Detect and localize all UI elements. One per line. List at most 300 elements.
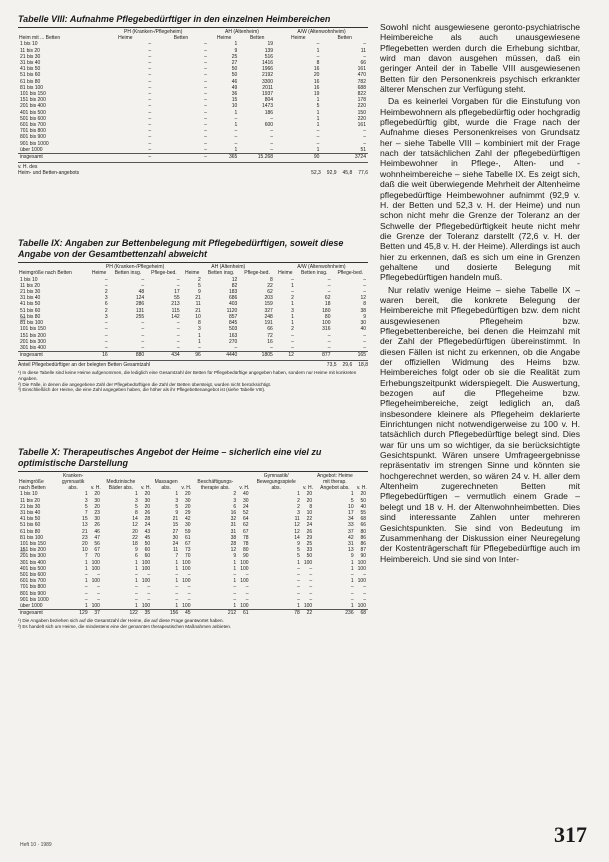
table-cell: 28 [230,540,237,547]
table-cell: 20 [132,528,138,535]
table-cell: 316 [322,326,331,333]
table-cell: 220 [357,115,366,122]
table-cell: 56 [94,540,100,547]
table-cell: 201 bis 300 [20,553,46,560]
table-cell: 31 bis 40 [20,60,41,67]
table-cell: 5 [316,103,320,110]
table-cell: 67 [242,528,249,535]
table-cell: 24 [172,540,179,547]
table-cell: 804 [264,97,274,104]
table-cell: 47 [94,534,100,541]
table-cell: 62 [324,295,331,302]
table-cell: 191 [264,320,273,327]
table-cell: 100 [240,602,249,609]
table-cell: – [104,332,108,339]
table-cell: 51 bis 60 [20,522,41,529]
table-cell: 1473 [261,103,274,110]
table-cell: 27 [172,528,179,535]
table-cell: – [148,134,152,141]
table-cell: – [316,128,320,135]
table-cell: – [84,584,88,591]
table-cell: 31 bis 40 [20,509,41,516]
table-cell: – [270,140,274,147]
table-cell: 10 [231,103,238,110]
table-cell: 19 [267,41,274,48]
table-cell: – [363,53,366,60]
table-cell: 1805 [239,352,274,359]
table-cell: 857 [228,313,238,320]
table-cell: – [176,338,180,345]
table-cell: 178 [357,97,366,104]
table-cell: – [291,289,294,296]
table-cell: – [204,103,207,110]
table-cell: – [148,72,152,79]
table-cell: 1 [297,559,300,566]
table-cell: 12 [294,522,300,529]
table-cell: 21 [195,295,201,302]
table-cell: 100 [91,559,100,566]
table-cell: – [147,596,151,603]
body-paragraph: Da es keinerlei Vorgaben für die Einstufung von Heimbewohnern als pflegebedürftig oder hochgradig pflegebedürftig gibt, wurde die Frage nach der Aufnahme dieses Personenkreises von Grundsatz her – siehe Tabelle VIII – kombiniert mit der Frage nach der tatsächlichen Zahl der pflegebedürftigen Heimbewohner in Pflege-, Alten- und -wohnheimbereiche – siehe Tabelle IX. Es zeigt sich, daß die weit überwiegende Mehrheit der Altenheime pflegebedürftige Heimbewohner aufnimmt (92,9 v. H. der Betten und 52,3 v. H. der Heime) und nun schon nicht mehr die Grenze der Toleranz an der Schwelle der Pflegebedürftigkeit heute nicht mehr die Grenze der Toleranz darstellt (72,6 v. H. der Betten und 45,8 v. H. der Heime). Allerdings ist auch hier zu erkennen, daß es sich um eine in Grenzen gehaltene und dosierte Belegung mit Pflegebedürftigen handeln muß. [380,96,580,283]
table-cell: 26 [306,528,313,535]
table-cell: – [148,78,152,85]
column-header: Heime [216,35,232,42]
table-cell: 12 [132,522,138,529]
table-cell: 686 [228,295,238,302]
table-cell: 1 [350,559,354,566]
table-cell: über 1000 [20,602,43,609]
table-cell: 403 [228,301,238,308]
table-cell: 212 [193,610,239,617]
table-cell: – [316,140,320,147]
table-cell: – [204,53,207,60]
table-cell: 13 [82,522,88,529]
footnote: ³) Einschließlich der Heime, die eine Zahl angegeben haben, die höher als ihr Pflegebettenangebot ist (siehe Tabelle VIII). [18,387,266,393]
table-cell: – [270,128,274,135]
table-cell: – [270,146,274,153]
table-cell: 10 [82,547,88,554]
table-cell: 2 [291,326,294,333]
table-cell: 3 [135,497,138,504]
table-cell: 45 [180,610,192,617]
table-cell: – [234,134,238,141]
table-cell: 3 [175,497,179,504]
column-header: v. H. [303,485,313,492]
table-cell: 8 [198,320,201,327]
table-cell: 21 bis 30 [20,289,41,296]
table-cell: – [204,146,207,153]
table-cell: 203 [264,295,273,302]
table-cell: – [198,344,201,351]
table-cell: – [97,584,100,591]
table-cell: 22 [306,516,313,523]
table-cell: 1 [198,338,201,345]
table-cell: 100 [357,559,366,566]
table-cell: 20 [306,491,313,498]
table-cell: – [233,584,237,591]
table-cell: 7 [84,553,88,560]
table-cell: 64 [242,516,249,523]
table-cell: – [176,282,180,289]
table-cell: 10 [195,313,201,320]
table-cell: 30 [94,497,100,504]
table-cell: 41 bis 50 [20,301,41,308]
table-cell: 51 bis 60 [20,307,41,314]
table-cell: – [104,326,108,333]
table-cell: 516 [264,53,274,60]
table-cell: – [316,53,320,60]
column-header: Betten [249,35,265,42]
table-cell: – [148,140,152,147]
table-cell: 286 [135,301,145,308]
table-cell: 96 [182,352,203,359]
table-cell: – [363,140,366,147]
table-cell: 3 [104,313,108,320]
group-header: A/W (Altenwohnheim) [297,264,346,271]
table-cell: 42 [348,534,354,541]
table-cell: – [141,332,145,339]
table-cell: 20 [360,491,366,498]
table-cell: 186 [264,109,274,116]
table-cell: – [291,344,294,351]
group-header: PH (Kranken-/Pflegeheim) [124,29,183,35]
column-header: Betten insg. [207,270,235,277]
body-paragraph: Sowohl nicht ausgewiesene geronto-psychiatrische Heimbereiche als auch unausgewiesene Pflegebetten werden durch die Erhebung sichtbar, wird man davon ausgehen müssen, daß ein geringer Anteil der in Tabelle VIII ausgewiesenen Betten für den Personenkreis psychisch erkrankter älterer Menschen zur Verfügung steht. [380,22,580,95]
table-cell: 67 [184,540,191,547]
table-cell: 87 [360,547,366,554]
extra-label: Anteil Pflegebedürftiger an der belegten Betten Gesamtzahl [18,362,151,369]
table-cell: 1 [175,491,179,498]
table-cell: 2192 [261,72,274,79]
table-cell: 2 [291,295,294,302]
table-cell: 41 bis 50 [20,516,41,523]
table-cell: 1 [84,578,88,585]
table-cell: 1 [316,146,320,153]
table-cell: – [135,590,138,597]
table-cell: – [148,53,152,60]
column-header: Betten [337,35,352,42]
divider [18,27,368,28]
table-cell: – [84,590,88,597]
table-cell: 1 [135,578,138,585]
table-cell: 5 [297,553,300,560]
table-cell: 1 [291,313,294,320]
table-cell: – [204,134,207,141]
table-cell: 601 bis 700 [20,122,46,129]
table-cell: – [204,60,207,67]
table-cell: 24 [306,522,313,529]
table-cell: 901 bis 1000 [20,596,49,603]
table-cell: – [297,565,300,572]
table-cell: – [309,565,313,572]
table-cell: – [153,154,209,161]
table-cell: 150 [357,109,366,116]
table-cell: – [270,344,273,351]
table-cell: – [204,140,207,147]
table-cell: 8 [270,276,273,283]
table-cell: 23 [94,509,100,516]
table-cell: – [363,338,366,345]
table-cell: 270 [228,338,238,345]
table-cell: 183 [228,289,238,296]
table-cell: 1 [350,565,354,572]
table-cell: 15 [172,522,179,529]
table-9-title: Tabelle IX: Angaben zur Bettenbelegung mit Pflegebedürftigen, soweit diese Angabe von der Gesamtbettenzahl abweicht [18,238,344,260]
extra-value: 18,8 [358,362,368,369]
table-cell: 18 [324,301,331,308]
table-cell: 11 [195,301,201,308]
table-cell: 9 [350,553,354,560]
table-cell: 161 [357,122,366,129]
table-cell: 165 [332,352,368,359]
table-cell: 11 [172,547,179,554]
table-cell: 1 [198,332,201,339]
table-cell: 31 bis 40 [20,295,41,302]
table-cell: 16 [88,352,109,359]
table-cell: 151 bis 200 [20,332,46,339]
table-cell: 1 [316,115,320,122]
column-header: Heime [184,270,200,277]
table-cell: – [245,584,249,591]
footer-issue: Heft 10 · 1989 [20,842,52,848]
table-cell: – [233,571,237,578]
table-cell: – [204,97,207,104]
table-cell: – [147,571,151,578]
table-cell: – [148,97,152,104]
table-cell: 86 [360,534,366,541]
table-cell: 26 [144,509,151,516]
footnote: ¹) Die Angaben beziehen sich auf die Gesamtzahl der Heime, die auf diese Frage geantwortet haben. [18,618,224,624]
table-cell: – [141,282,145,289]
table-cell: 29 [184,509,191,516]
table-cell: 1 [135,602,138,609]
table-cell: – [147,584,151,591]
table-cell: – [363,289,366,296]
table-cell: – [104,320,108,327]
table-cell: 24 [144,522,151,529]
table-cell: 6 [104,301,108,308]
column-header: Betten insg. [114,270,142,277]
table-cell: 1 [316,109,320,116]
table-cell: 801 bis 900 [20,590,46,597]
table-cell: 1 [175,559,179,566]
table-cell: 1 [84,565,88,572]
table-cell: 81 bis 100 [20,84,44,91]
table-cell: 301 bis 400 [20,344,46,351]
table-cell: insgesamt [18,352,88,359]
table-cell: 180 [322,307,331,314]
table-cell: 16 [313,66,320,73]
table-cell: 20 [313,72,320,79]
table-cell: – [141,320,145,327]
table-cell: 1966 [261,66,274,73]
table-cell: 50 [231,66,238,73]
table-cell: 50 [360,497,366,504]
table-cell: 7 [84,509,88,516]
table-cell: 22 [302,610,314,617]
table-cell: 1 [135,565,138,572]
table-9-footnotes [18,370,368,392]
table-cell: 5 [297,547,300,554]
table-cell: – [350,590,354,597]
column-header: Massagen abs. [154,478,178,492]
table-cell: 7 [175,553,179,560]
table-cell: – [297,578,300,585]
table-cell: 29 [306,534,313,541]
table-cell: – [270,134,274,141]
table-cell: 68 [356,610,368,617]
table-cell: – [327,344,331,351]
table-9-extra [18,360,368,368]
table-cell: 30 [184,497,191,504]
divider [18,262,368,263]
table-cell: 27 [231,60,238,67]
table-cell: 3 [291,307,294,314]
table-cell: 16 [230,509,237,516]
table-cell: 70 [94,553,100,560]
column-header: v. H. [181,485,192,492]
table-cell: 100 [91,565,100,572]
table-cell: 50 [231,72,238,79]
group-header: AH (Altenheim) [225,29,259,35]
table-cell: 14 [132,516,138,523]
column-header: Heime [118,35,133,42]
table-row [18,352,368,359]
table-cell: 34 [348,516,354,523]
column-header: Heime [278,270,293,277]
table-cell: 24 [242,503,249,510]
table-cell: 100 [182,578,191,585]
table-cell: 163 [228,332,238,339]
table-cell: – [148,103,152,110]
table-cell: 1 [234,122,238,129]
table-cell: 503 [228,326,238,333]
table-row [18,147,368,154]
table-cell: – [297,590,300,597]
table-cell: 151 bis 200 [20,547,46,554]
table-cell: 1 [297,602,300,609]
table-cell: 822 [357,91,366,98]
table-cell: 78 [251,610,302,617]
table-10-footnotes [18,618,368,629]
table-cell: 50 [306,553,313,560]
table-cell: – [245,590,249,597]
table-cell: 100 [182,565,191,572]
table-cell: 470 [357,72,366,79]
table-cell: 100 [91,602,100,609]
table-cell: 51 bis 60 [20,72,41,79]
table-cell: – [309,578,313,585]
table-cell: – [84,571,88,578]
table-cell: 142 [171,313,180,320]
table-row [18,345,368,352]
body-text-column [380,22,580,564]
table-cell: 9 [175,509,179,516]
table-cell: 73 [184,547,191,554]
table-cell: 70 [184,553,191,560]
table-cell: 30 [360,320,366,327]
table-cell: 40 [360,326,366,333]
extra-row [18,362,368,368]
table-cell: 365 [209,154,239,161]
table-cell: 100 [141,578,151,585]
table-cell: 1120 [226,307,238,314]
table-cell: 66 [360,60,366,67]
table-cell: 72 [267,332,273,339]
table-cell: 1 [350,602,354,609]
table-cell: 100 [240,559,249,566]
table-cell: – [327,276,331,283]
table-cell: 100 [240,565,249,572]
table-cell: – [363,590,366,597]
table-cell: – [291,332,294,339]
table-cell: 880 [110,352,147,359]
table-cell: 60 [144,547,151,554]
table-cell: 151 bis 200 [20,97,46,104]
table-cell: 1 bis 10 [20,491,38,498]
table-cell: 100 [303,602,313,609]
table-cell: 38 [230,534,237,541]
table-cell: 2 [198,276,201,283]
table-cell: insgesamt [18,610,57,617]
column-header: Heim mit ... Betten [19,35,61,42]
table-cell: 37 [90,610,102,617]
table-cell: 1 [233,559,237,566]
table-cell: 1 [234,41,238,48]
table-cell: 15 [231,97,238,104]
table-cell: – [233,596,237,603]
table-cell: 9 [363,313,366,320]
table-9 [18,264,368,358]
table-cell: 1 [291,301,294,308]
table-cell: 2 [297,497,300,504]
table-cell: 10 [348,503,354,510]
table-cell: 43 [144,528,151,535]
table-cell: 16 [313,84,320,91]
table-cell: 1 [84,559,88,566]
table-cell: 42 [184,516,191,523]
table-cell: 22 [132,534,138,541]
table-cell: 38 [360,307,366,314]
table-cell: 12 [275,352,296,359]
table-cell: 33 [348,522,354,529]
table-cell: 100 [91,578,100,585]
table-cell: – [104,338,108,345]
table-cell: 501 bis 600 [20,571,46,578]
table-cell: 1 [135,559,138,566]
table-cell: – [141,326,145,333]
table-cell: – [204,41,207,48]
table-cell: über 1000 [20,146,43,153]
table-cell: 100 [141,565,151,572]
table-cell: – [141,344,145,351]
table-cell: – [363,596,366,603]
table-cell: – [135,596,138,603]
table-cell: 50 [144,540,151,547]
table-cell: 25 [306,540,313,547]
table-cell: 600 [264,122,274,129]
table-cell: 4440 [203,352,240,359]
table-cell: 213 [171,301,180,308]
table-cell: 82 [231,282,238,289]
table-8-title: Tabelle VIII: Aufnahme Pflegebedürftiger in den einzelnen Heimbereichen [18,14,331,24]
column-header: Heimgröße nach Betten [19,270,72,277]
table-cell: – [363,276,366,283]
table-cell: 1 bis 10 [20,276,38,283]
table-cell: – [297,584,300,591]
table-cell: 90 [360,553,366,560]
table-cell: 3724 [321,154,368,161]
